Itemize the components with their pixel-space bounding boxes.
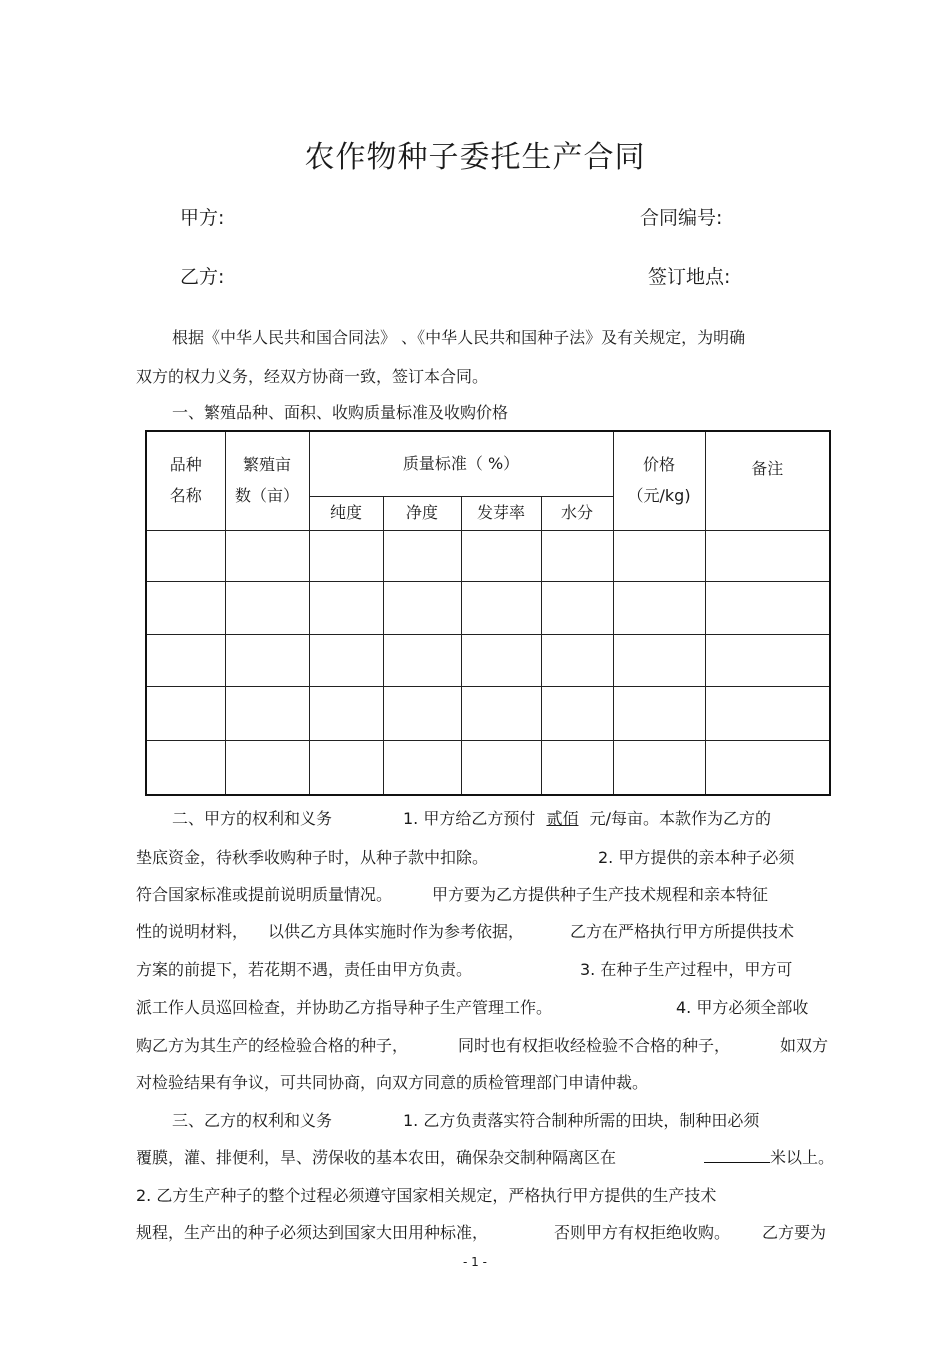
s2-line-2a: 垫底资金，待秋季收购种子时，从种子款中扣除。 [136, 848, 489, 867]
table-row [146, 634, 830, 686]
table-row [146, 686, 830, 740]
header-quality-standard: 质量标准（ %） [309, 431, 613, 496]
s3-line-4a: 规程，生产出的种子必须达到国家大田用种标准， [136, 1223, 489, 1242]
s2-line-6a: 派工作人员巡回检查，并协助乙方指导种子生产管理工作。 [136, 998, 553, 1017]
preamble-line-2: 双方的权力义务，经双方协商一致，签订本合同。 [136, 367, 489, 386]
contract-number-label: 合同编号: [640, 207, 723, 229]
s3-line-2-blank-group [704, 1145, 834, 1168]
header-variety-name [146, 431, 225, 530]
header-area-line-1: 繁殖亩 [242, 455, 291, 475]
signing-place-label: 签订地点: [648, 266, 731, 288]
s2-line-7a: 购乙方为其生产的经检验合格的种子， [136, 1036, 409, 1055]
s2-clause-1-suffix: 元/每亩。本款作为乙方的 [589, 809, 771, 828]
s3-line-1b: 1. 乙方负责落实符合制种所需的田块，制种田必须 [403, 1111, 760, 1130]
header-germination: 发芽率 [461, 496, 541, 530]
s3-line-3: 2. 乙方生产种子的整个过程必须遵守国家相关规定，严格执行甲方提供的生产技术 [136, 1186, 717, 1205]
s3-line-4b: 否则甲方有权拒绝收购。 [554, 1223, 731, 1242]
table-row [146, 740, 830, 795]
s2-line-7c: 如双方 [780, 1036, 829, 1055]
section-3-title: 三、乙方的权利和义务 [172, 1111, 333, 1130]
isolation-distance-blank [704, 1148, 770, 1163]
s2-line-5a: 方案的前提下，若花期不遇，责任由甲方负责。 [136, 960, 473, 979]
page-title: 农作物种子委托生产合同 [304, 140, 646, 175]
header-price-line-1: 价格 [643, 455, 676, 475]
variety-price-table [145, 430, 831, 796]
header-purity: 纯度 [309, 496, 383, 530]
s2-line-3b: 甲方要为乙方提供种子生产技术规程和亲本特征 [432, 885, 769, 904]
section-1-title: 一、繁殖品种、面积、收购质量标准及收购价格 [172, 403, 509, 422]
preamble-line-1: 根据《中华人民共和国合同法》 、《中华人民共和国种子法》及有关规定，为明确 [172, 328, 746, 347]
s2-line-2b: 2. 甲方提供的亲本种子必须 [598, 848, 795, 867]
s2-line-3a: 符合国家标准或提前说明质量情况。 [136, 885, 393, 904]
header-price [613, 431, 705, 530]
s2-line-7b: 同时也有权拒收经检验不合格的种子， [458, 1036, 731, 1055]
header-cleanliness: 净度 [383, 496, 461, 530]
table-row [146, 530, 830, 581]
page-number: - 1 - [463, 1255, 487, 1269]
header-remark: 备注 [705, 431, 830, 530]
s3-line-4c: 乙方要为 [762, 1223, 827, 1242]
s2-line-4c: 乙方在严格执行甲方所提供技术 [570, 922, 795, 941]
s3-line-2a: 覆膜，灌、排便利，旱、涝保收的基本农田，确保杂交制种隔离区在 [136, 1148, 617, 1167]
header-moisture: 水分 [541, 496, 613, 530]
header-variety-line-1: 品种 [169, 455, 202, 475]
header-price-line-2: （元/kg) [627, 485, 691, 505]
advance-payment-amount: 贰佰 [546, 809, 579, 828]
header-breeding-area [225, 431, 309, 530]
s2-line-5b: 3. 在种子生产过程中，甲方可 [580, 960, 793, 979]
s2-line-4a: 性的说明材料， [136, 922, 249, 941]
table-row [146, 581, 830, 634]
s2-clause-1a [403, 806, 771, 829]
s2-line-6b: 4. 甲方必须全部收 [676, 998, 809, 1017]
header-variety-line-2: 名称 [169, 485, 202, 505]
header-area-line-2: 数（亩） [234, 485, 299, 505]
party-a-label: 甲方: [180, 207, 225, 229]
section-2-title: 二、甲方的权利和义务 [172, 809, 333, 828]
s3-line-2b: 米以上。 [770, 1148, 835, 1167]
s2-line-4b: 以供乙方具体实施时作为参考依据， [268, 922, 525, 941]
s2-clause-1-prefix: 1. 甲方给乙方预付 [403, 809, 536, 828]
party-b-label: 乙方: [180, 266, 225, 288]
s2-line-8: 对检验结果有争议，可共同协商，向双方同意的质检管理部门申请仲裁。 [136, 1073, 649, 1092]
